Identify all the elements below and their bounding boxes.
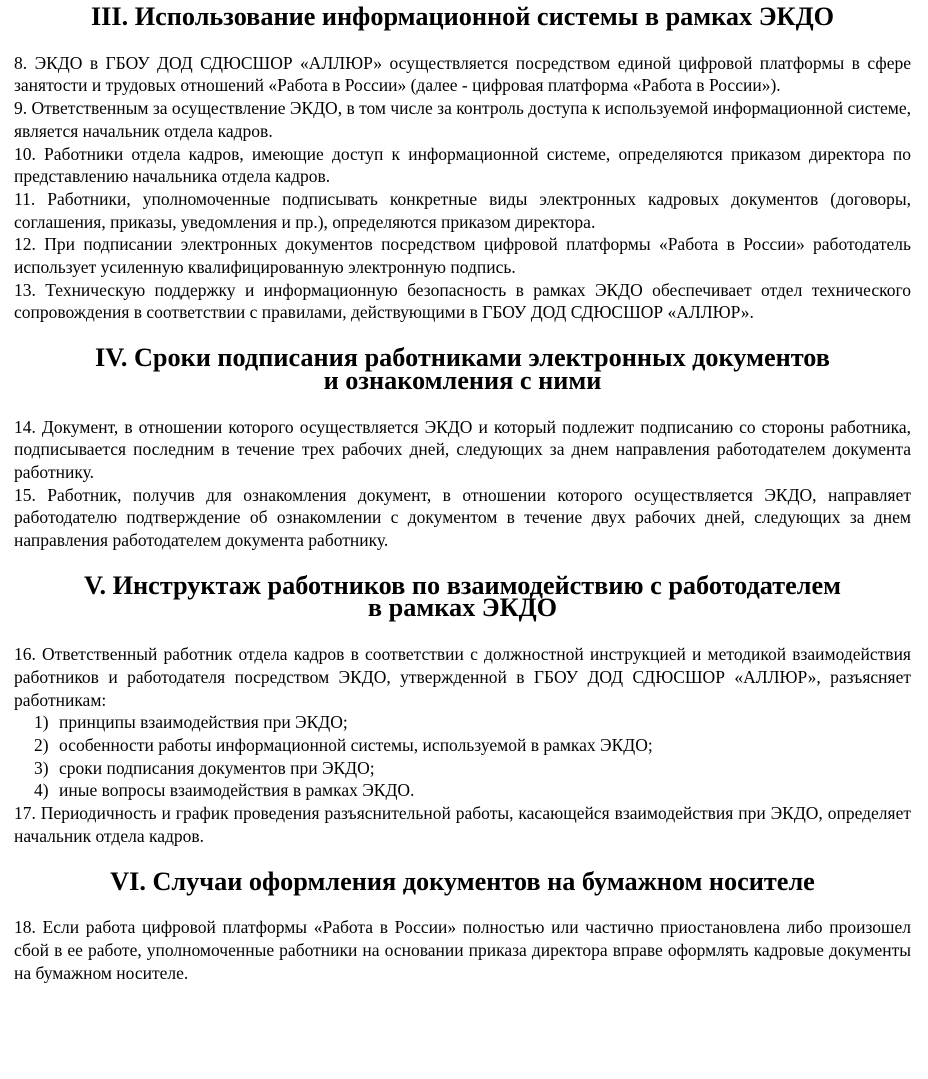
- section-6-heading-text: VI. Случаи оформления документов на бумажном носителе: [110, 866, 815, 896]
- list-item-text: сроки подписания документов при ЭКДО;: [59, 757, 375, 778]
- list-item: [14, 711, 911, 734]
- section-6-body: [14, 916, 911, 984]
- section-3-heading: [14, 2, 911, 31]
- list-item-text: принципы взаимодействия при ЭКДО;: [59, 712, 348, 733]
- document-page: [0, 2, 928, 1079]
- paragraph-11: 11. Работники, уполномоченные подписывать конкретные виды электронных кадровых документов (договоры, соглашения, приказы, уведомления и пр.), определяются приказом директора.: [14, 188, 911, 232]
- section-4-heading-line-2: и ознакомления с ними: [323, 365, 602, 395]
- section-4-body: [14, 416, 911, 552]
- paragraph-18: 18. Если работа цифровой платформы «Работа в России» полностью или частично приостановлена либо произошел сбой в ее работе, уполномоченные работники на основании приказа директора вправе оформлять кадровые документы на бумажном носителе.: [14, 917, 911, 983]
- paragraph-13: 13. Техническую поддержку и информационную безопасность в рамках ЭКДО обеспечивает отдел технического сопровождения в соответствии с правилами, действующими в ГБОУ ДОД СДЮСШОР «АЛЛЮР».: [14, 279, 911, 323]
- section-5-body: [14, 643, 911, 847]
- list-item-number: 4): [34, 780, 49, 801]
- section-5-heading-line-1: V. Инструктаж работников по взаимодействию с работодателем: [83, 570, 842, 600]
- section-6-heading: [14, 866, 911, 896]
- list-item-text: иные вопросы взаимодействия в рамках ЭКДО.: [59, 780, 415, 801]
- section-5-heading-line-2: в рамках ЭКДО: [367, 593, 558, 623]
- section-3-heading-text: III. Использование информационной системы в рамках ЭКДО: [90, 2, 835, 31]
- topics-list: [14, 711, 911, 802]
- list-item: [14, 734, 911, 757]
- list-item-number: 3): [34, 757, 49, 778]
- section-3-body: [14, 52, 911, 324]
- list-item-text: особенности работы информационной системы, используемой в рамках ЭКДО;: [59, 734, 653, 755]
- section-4-heading: [14, 343, 911, 395]
- list-item-number: 2): [34, 734, 49, 755]
- paragraph-16: 16. Ответственный работник отдела кадров в соответствии с должностной инструкцией и методикой взаимодействия работников и работодателя посредством ЭКДО, утвержденной в ГБОУ ДОД СДЮСШОР «АЛЛЮР», разъясняет работникам:: [14, 644, 911, 710]
- list-item-number: 1): [34, 712, 49, 733]
- paragraph-17: 17. Периодичность и график проведения разъяснительной работы, касающейся взаимодействия при ЭКДО, определяет начальник отдела кадров.: [14, 803, 911, 846]
- paragraph-12: 12. При подписании электронных документов посредством цифровой платформы «Работа в России» работодатель использует усиленную квалифицированную электронную подпись.: [14, 234, 911, 278]
- paragraph-14: 14. Документ, в отношении которого осуществляется ЭКДО и который подлежит подписанию со стороны работника, подписывается последним в течение трех рабочих дней, следующих за днем направления работодателем документа работнику.: [14, 416, 911, 482]
- list-item: [14, 757, 911, 780]
- section-4-heading-line-1: IV. Сроки подписания работниками электронных документов: [95, 343, 830, 373]
- paragraph-9: 9. Ответственным за осуществление ЭКДО, в том числе за контроль доступа к используемой информационной системе, является начальник отдела кадров.: [14, 98, 911, 141]
- paragraph-10: 10. Работники отдела кадров, имеющие доступ к информационной системе, определяются приказом директора по представлению начальника отдела кадров.: [14, 143, 911, 187]
- list-item: [14, 779, 911, 802]
- paragraph-8: 8. ЭКДО в ГБОУ ДОД СДЮСШОР «АЛЛЮР» осуществляется посредством единой цифровой платформы в сфере занятости и трудовых отношений «Работа в России» (далее - цифровая платформа «Работа в России»).: [14, 52, 911, 96]
- section-5-heading: [14, 570, 911, 623]
- paragraph-15: 15. Работник, получив для ознакомления документ, в отношении которого осуществляется ЭКДО, направляет работодателю подтверждение об ознакомлении с документом в течение двух рабочих дней, следующих за днем направления работодателем документа работнику.: [14, 484, 911, 551]
